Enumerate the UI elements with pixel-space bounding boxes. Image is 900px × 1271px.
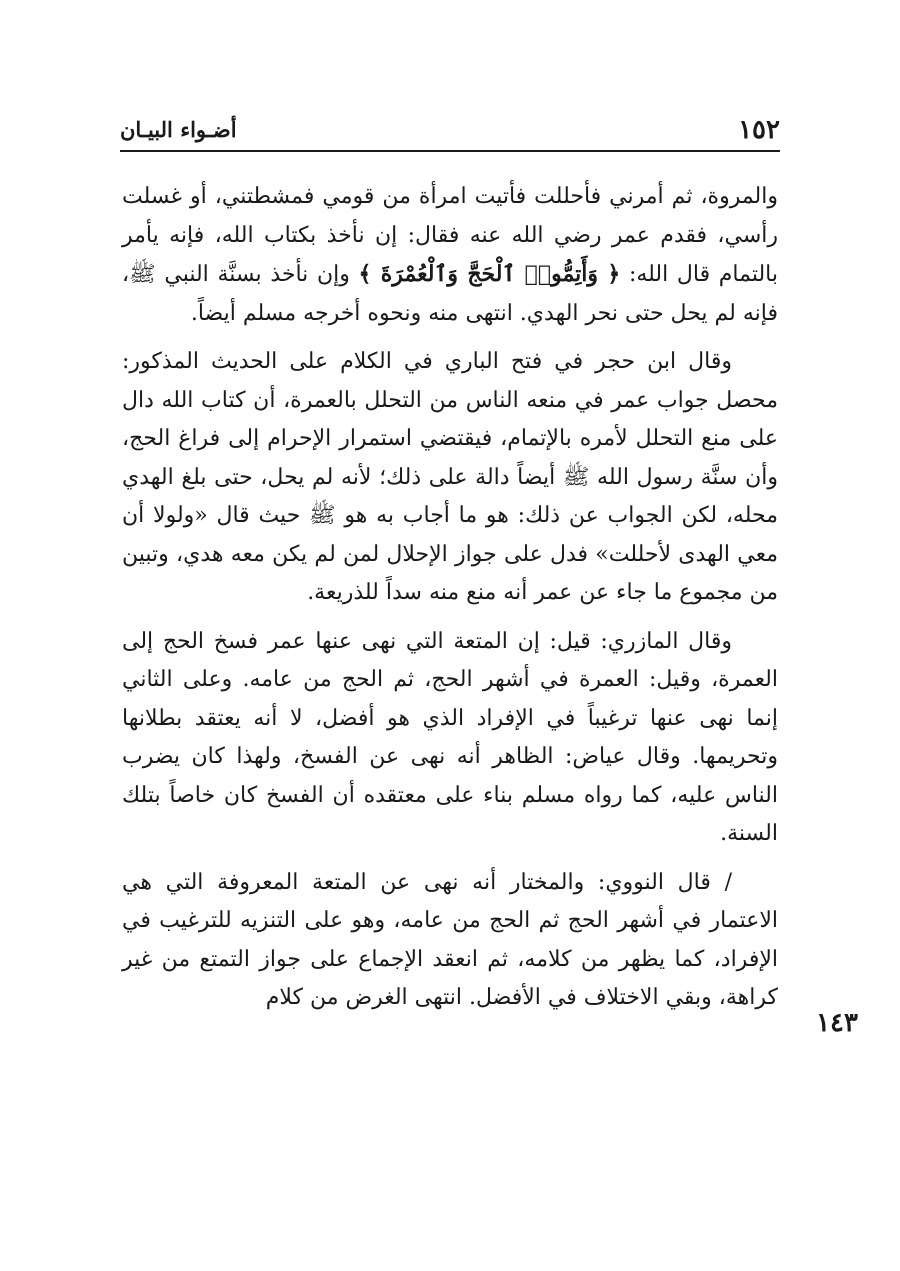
page-number: ١٥٢ — [738, 115, 780, 145]
book-title: أضـواء البيـان — [120, 117, 237, 142]
main-text — [122, 178, 778, 1018]
paragraph-3: وقال المازري: قيل: إن المتعة التي نهى عنها عمر فسخ الحج إلى العمرة، وقيل: العمرة في أشهر الحج، ثم الحج من عامه. وعلى الثاني إنما نهى عنها ترغيباً في الإفراد الذي هو أفضل، لا أنه يعتقد بطلانها وتحريمها. وقال عياض: الظاهر أنه نهى عن الفسخ، ولهذا كان يضرب الناس عليه، كما رواه مسلم بناء على معتقده أن الفسخ كان خاصاً بتلك السنة. — [122, 628, 778, 846]
paragraph-2: وقال ابن حجر في فتح الباري في الكلام على الحديث المذكور: محصل جواب عمر في منعه الناس من التحلل بالعمرة، أن كتاب الله دال على منع التحلل لأمره بالإتمام، فيقتضي استمرار الإحرام إلى فراغ الحج، وأن سنَّة رسول الله ﷺ أيضاً دالة على ذلك؛ لأنه لم يحل، حتى بلغ الهدي محله، لكن الجواب عن ذلك: هو ما أجاب به هو ﷺ حيث قال «ولولا أن معي الهدى لأحللت» فدل على جواز الإحلال لمن لم يكن معه هدي، وتبين من مجموع ما جاء عن عمر أنه منع منه سداً للذريعة. — [122, 349, 778, 605]
header-divider — [120, 150, 780, 152]
paragraph-1 — [122, 178, 778, 333]
running-header — [120, 112, 780, 148]
paragraph-1-text-b: وإن نأخذ بسنَّة النبي ﷺ، فإنه لم يحل حتى نحر الهدي. انتهى منه ونحوه أخرجه مسلم أيضاً. — [122, 262, 778, 326]
paragraph-1-text-a: والمروة، ثم أمرني فأحللت فأتيت امرأة من قومي فمشطتني، أو غسلت رأسي، فقدم عمر رضي الله عنه فقال: إن نأخذ بكتاب الله، فإنه يأمر بالتمام قال الله: — [122, 184, 779, 287]
paragraph-4: / قال النووي: والمختار أنه نهى عن المتعة المعروفة التي هي الاعتمار في أشهر الحج ثم الحج من عامه، وهو على التنزيه للترغيب في الإفراد، كما يظهر من كلامه، ثم انعقد الإجماع على جواز التمتع من غير كراهة، وبقي الاختلاف في الأفضل. انتهى الغرض من كلام — [122, 869, 778, 1010]
margin-page-reference: ١٤٣ — [816, 1008, 858, 1038]
quran-verse: ﴿ وَأَتِمُّوا۟ ٱلْحَجَّ وَٱلْعُمْرَةَ ﴾ — [358, 261, 621, 287]
